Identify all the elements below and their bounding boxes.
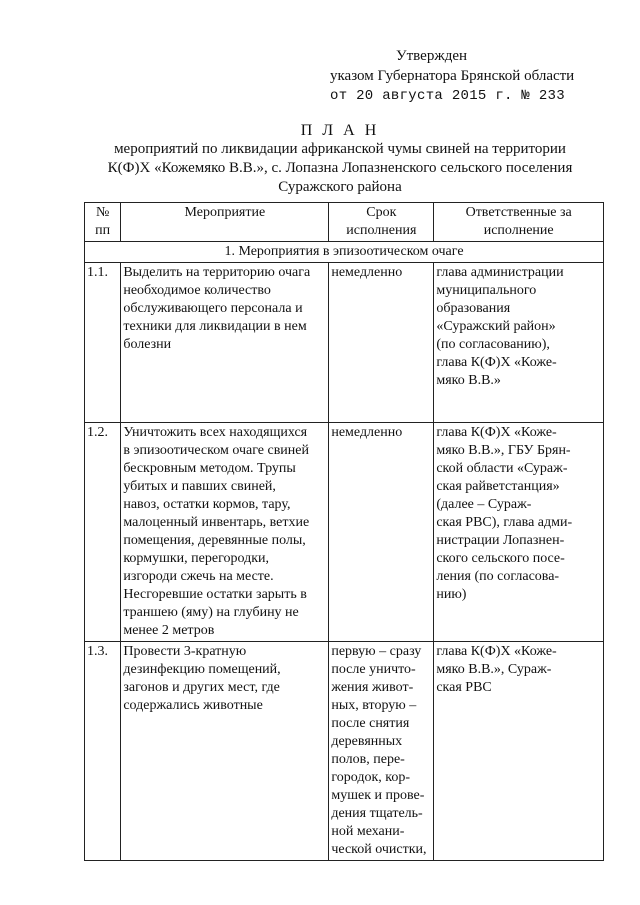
approval-line-3: от 20 августа 2015 г. № 233 xyxy=(330,88,565,104)
table-header-row xyxy=(85,203,604,242)
title-heading: П Л А Н xyxy=(300,122,380,139)
row-measure: Выделить на территорию очага необходимое количество обслуживающего персонала и техники для ликвидации в нем болезни xyxy=(121,263,329,423)
row-responsible: глава администрации муниципального образования «Суражский район» (по согласованию), глава К(Ф)Х «Коже- мяко В.В.» xyxy=(434,263,604,423)
row-number: 1.1. xyxy=(85,263,121,423)
row-number: 1.2. xyxy=(85,423,121,642)
title-line-1: мероприятий по ликвидации африканской чумы свиней на территории xyxy=(114,141,566,157)
row-term: немедленно xyxy=(329,263,434,423)
title-line-3: Суражского района xyxy=(278,179,402,195)
header-responsible: Ответственные за исполнение xyxy=(434,203,604,242)
approval-stamp xyxy=(330,46,630,106)
table-row xyxy=(85,263,604,423)
row-responsible: глава К(Ф)Х «Коже- мяко В.В.», Сураж- ская РВС xyxy=(434,642,604,861)
section-title: 1. Мероприятия в эпизоотическом очаге xyxy=(85,242,604,263)
document-title xyxy=(80,121,600,197)
row-measure: Уничтожить всех находящихся в эпизоотическом очаге свиней бескровным методом. Трупы убитых и павших свиней, навоз, остатки кормов, тару, малоценный инвентарь, ветхие помещения, деревянные полы, кормушки, перегородки, изгороди сжечь на месте. Несгоревшие остатки зарыть в траншею (яму) на глубину не менее 2 метров xyxy=(121,423,329,642)
row-responsible: глава К(Ф)Х «Коже- мяко В.В.», ГБУ Брян- ской области «Сураж- ская райветстанция» (далее – Сураж- ская РВС), глава адми- нистрации Лопазнен- ского сельского посе- ления (по согласова- нию) xyxy=(434,423,604,642)
table-row xyxy=(85,642,604,861)
row-measure: Провести 3-кратную дезинфекцию помещений, загонов и других мест, где содержались животные xyxy=(121,642,329,861)
approval-line-2: указом Губернатора Брянской области xyxy=(330,68,575,84)
table-row xyxy=(85,423,604,642)
row-number: 1.3. xyxy=(85,642,121,861)
header-measure: Мероприятие xyxy=(121,203,329,242)
row-term: немедленно xyxy=(329,423,434,642)
plan-table xyxy=(84,202,604,861)
title-line-2: К(Ф)Х «Кожемяко В.В.», с. Лопазна Лопазненского сельского поселения xyxy=(107,160,573,176)
section-row xyxy=(85,242,604,263)
approval-line-1: Утвержден xyxy=(396,48,468,64)
row-term: первую – сразу после уничто- жения живот- ных, вторую – после снятия деревянных полов, пере- городок, кор- мушек и прове- дения тщатель- ной механи- ческой очистки, xyxy=(329,642,434,861)
header-term: Срок исполнения xyxy=(329,203,434,242)
header-number: № пп xyxy=(85,203,121,242)
